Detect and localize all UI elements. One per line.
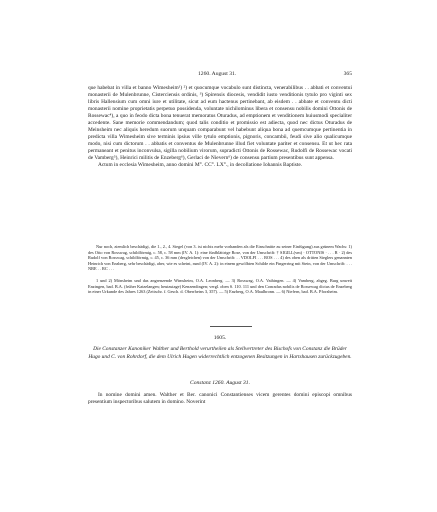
charter-actum: Actum in ecclesia Wimesheim, anno domini M°. CC°. LX°., in decollatione Iohannis Baptiste. xyxy=(98,162,303,168)
section-divider xyxy=(210,326,252,327)
seal-description: Nur noch, ziemlich beschädigt, die 1., 2., 4. Siegel (von 3. ist nichts mehr vorhanden als die Einschnitte zu seiner Einfügung) aus grünem Wachs: 1) des Otto von Rosswag, schildförmig, c. 58, c. 58 mm (IV. A. 1): eine fünfblättrige Rose, von der Umschrift: † SIGILL(vm) · OTTONIS · . . . R · 2) des Rudolf von Rosswag, schildförmig, c. 45, c. 36 mm (desgleichen) von der Umschrift: . . VDOLFI . . . ROS . . . 4) des oben als dritten Sieglers genannten Heinrich von Enzberg, sehr beschädigt, aber, wie es scheint, rund (IV. A. 2): in einem gewölbten Schilde ein Fingerring mit Stein, von der Umschrift: . . . NRE . . RC . . . xyxy=(88,244,352,272)
charter-text xyxy=(88,85,352,169)
notes-block xyxy=(88,244,352,298)
header-date: 1260. August 31. xyxy=(198,71,237,77)
page-number: 365 xyxy=(343,71,352,77)
regest-summary: Die Constanzer Kanoniker Walther und Berthold verurtheilen als Stellvertreter des Bischofs von Constanz die Brüder Hugo und C. von Rohrdorf, die dem Ulrich Hugen widerrechtlich entzogenen Besitzungen in Hartshausen zurückzugeben. xyxy=(88,346,352,360)
document-number: 1605. xyxy=(213,335,227,341)
document-text-paragraph: In nomine domini amen. Walther et Ber. canonici Constantienses vicem gerentes domini episcopi omnibus presentium inspectoribus salutem in domino. Noverint xyxy=(88,392,352,406)
charter-paragraph: que habebat in villa et banno Wimesheim¹) ²) et quocumque vocabulo sunt distincta, venerabilibus . . abbati et conventui monasterii de Mulenbrunne, Cisterciensis ordinis, ³) Spirensis diocesis, vendidit iusto venditionis tytulo pro viginti sex libris Hallensium cum omni iure et utilitate, sicut ad eum hactenus pertinebant, ab eisdem . . abbate et conventu dicti monasterii nomine proprietatis perpetuo possidenda, voluntate nichilominus libera et consensu nobilis domini Ottonis de Rossewac⁴), a quo in feodo dicta bona tenuerat memoratus Oturadus, ad emptionem et venditionem huiusmodi specialiter accedente. Sane memorie commendandum; quod talis conditio et promissio est adiecta, quod nec dictus Oturadus de Meinsheim nec aliquis heredum suorum unquam comparabunt vel habebunt aliqua bona ad quemcumque pertinentia in predicta villa Wimesheim sive terminis ipsius ville tytulo emptionis, pignoris, concambii, feudi sive alio qualicumque modo, nisi cum dictorum . . abbatis et conventus de Mulenbrunne illud fiet voluntate pariter et consensu. Et ut hec rata permaneant et penitus inconvulsa, sigilla nobilium virorum, supradicti Ottonis de Rossewac, Rudolfi de Rossewac vocati de Vamberg⁵), Heinrici militis de Enzeberg⁶), Gerlaci de Nievern⁶) de consensu partium presentibus sunt appensa. xyxy=(88,85,352,161)
footnotes: 1 und 2) Mönsheim und das angrenzende Wimsheim, O.A. Leonberg. — 3) Rosswag, O.A. Vaihingen. — 4) Vamberg, abgeg. Burg unweit Enzingen, bad. B.A. (früher Katzelangen; heutzutage) Kenzendingen; vergl. oben S. 110. 111 und den Conradus nobilis de Rossewag dictus de Enzeberg in einer Urkunde des Jahres 1263 (Zeitschr. f. Gesch. d. Oberrheins 3, 357). — 5) Enzberg, O.A. Maulbronn. — 6) Niefern, bad. B.A. Pforzheim. xyxy=(88,277,352,295)
document-dateline: Constanz 1260. August 31. xyxy=(189,380,251,386)
document-text xyxy=(88,392,352,407)
